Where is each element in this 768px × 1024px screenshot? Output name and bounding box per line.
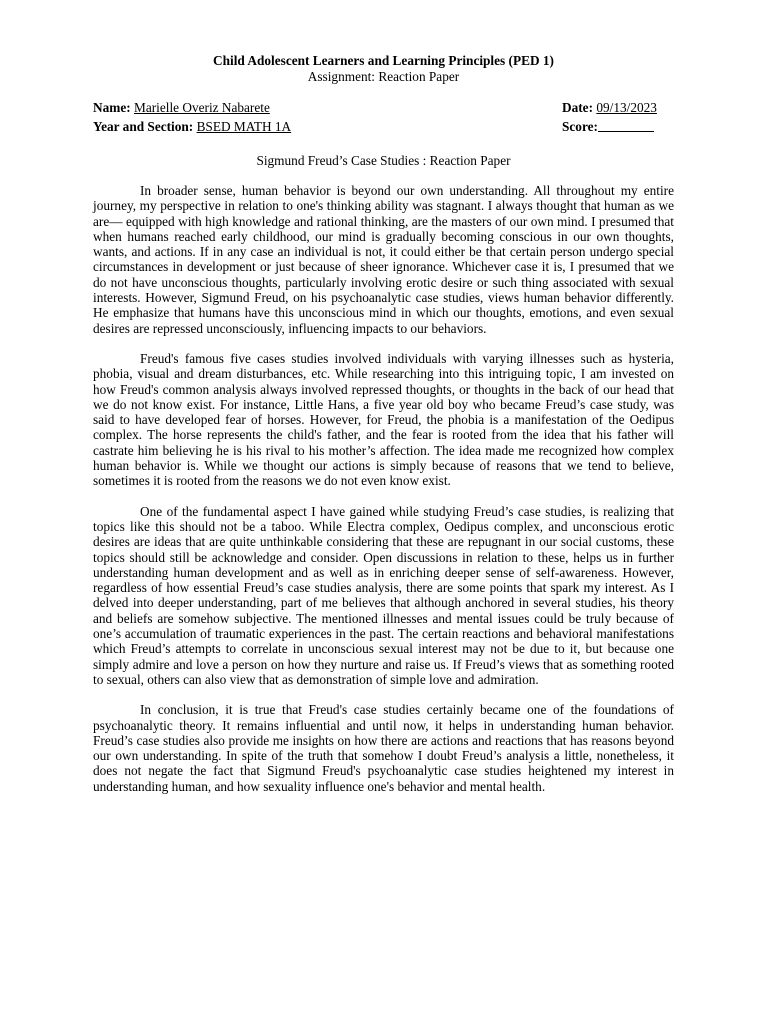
section-value: BSED MATH 1A <box>196 119 292 134</box>
paragraph-2: Freud's famous five cases studies involved individuals with varying illnesses such as hysteria, phobia, visual and dream disturbances, etc. While researching into this intriguing topic, I am invested on how Freud's common analysis always involved repressed thoughts, or thoughts in the back of our head that we do not know exist. For instance, Little Hans, a five year old boy who became Freud’s case study, was said to have developed fear of horses. However, for Freud, the phobia is a manifestation of the Oedipus complex. The horse represents the child's father, and the fear is rooted from the idea that his father will castrate him believing he is his rival to his mother’s affection. The idea made me recognized how complex human behavior is. While we thought our actions is simply because of reasons that we tend to believe, sometimes it is rooted from the reasons we do not even know exist. <box>93 350 674 489</box>
section-label: Year and Section: <box>93 119 194 134</box>
assignment-subtitle: Assignment: Reaction Paper <box>307 69 460 84</box>
info-row-name <box>93 98 674 117</box>
date-value: 09/13/2023 <box>596 100 657 115</box>
score-field <box>562 117 654 136</box>
course-title: Child Adolescent Learners and Learning Principles (PED 1) <box>213 53 554 68</box>
section-field <box>93 117 291 136</box>
name-field <box>93 98 270 117</box>
date-field <box>562 98 657 117</box>
name-label: Name: <box>93 100 131 115</box>
paragraph-3: One of the fundamental aspect I have gained while studying Freud’s case studies, is realizing that topics like this should not be a taboo. While Electra complex, Oedipus complex, and unconscious erotic desires are ideas that are quite unthinkable considering that these are repugnant in our social customs, these topics should still be acknowledge and consider. Open discussions in relation to these, helps us in further understanding human development and as well as in enriching deeper sense of self-awareness. However, regardless of how essential Freud’s case studies analysis, there are some points that spark my interest. As I delved into deeper understanding, part of me believes that although anchored in several studies, his theory and beliefs are somehow subjective. The mentioned illnesses and mental issues could be truly because of one’s accumulation of traumatic experiences in the past. The certain reactions and behavioral manifestations which Freud’s attempts to correlate in unconscious sexual interest may not be due to it, but because one simply admire and love a person on how they nurture and raise us. If Freud’s views that as something rooted to sexual, others can also view that as demonstration of simple love and admiration. <box>93 503 674 687</box>
date-label: Date: <box>562 100 594 115</box>
score-blank-line <box>598 119 654 132</box>
document-page <box>93 52 674 809</box>
paragraph-4: In conclusion, it is true that Freud's case studies certainly became one of the foundations of psychoanalytic theory. It remains influential and until now, it helps in understanding human behavior. Freud’s case studies also provide me insights on how there are actions and reactions that has reasons beyond our own understanding. In spite of the truth that somehow I doubt Freud’s analysis a little, nonetheless, it does not negate the fact that Sigmund Freud's psychoanalytic case studies heightened my interest in understanding human, and how sexuality influence one's behavior and mental health. <box>93 702 674 794</box>
paragraph-1: In broader sense, human behavior is beyond our own understanding. All throughout my entire journey, my perspective in relation to one's thinking ability was stagnant. I always thought that human as we are— equipped with high knowledge and rational thinking, are the masters of our own mind. I presumed that when humans reached early childhood, our mind is gradually becoming conscious in our own thoughts, wants, and actions. If in any case an individual is not, it could either be that certain person undergo special circumstances in development or just because of sheer ignorance. Whichever case it is, I presumed that we do not have unconscious thoughts, particularly involving erotic desire or such thing associated with sexual interests. However, Sigmund Freud, on his psychoanalytic case studies, views human behavior differently. He emphasize that humans have this unconscious mind in which our thoughts, emotions, and even sexual desires are repressed unconsciously, influencing impacts to our behaviors. <box>93 183 674 336</box>
info-row-section <box>93 117 674 136</box>
name-value: Marielle Overiz Nabarete <box>134 100 270 115</box>
score-label: Score: <box>562 119 598 134</box>
paper-title: Sigmund Freud’s Case Studies : Reaction Paper <box>256 153 511 168</box>
